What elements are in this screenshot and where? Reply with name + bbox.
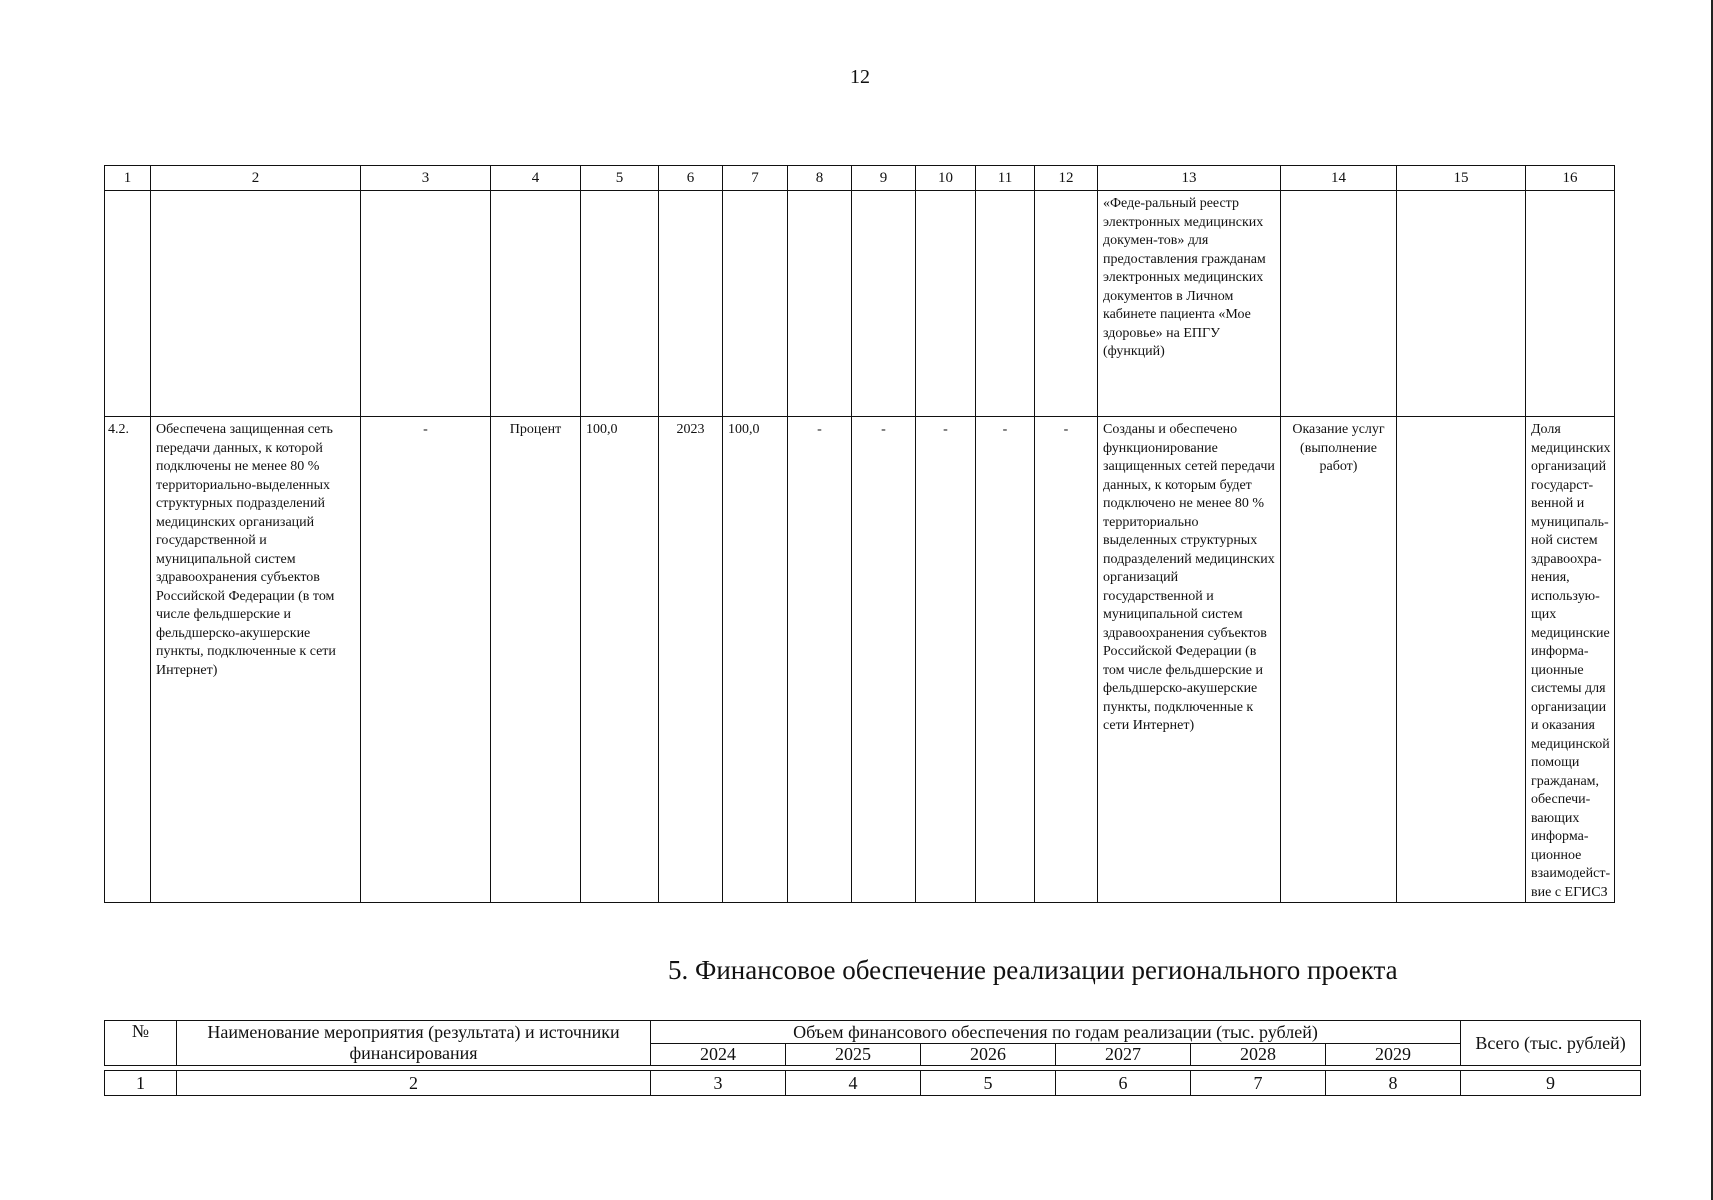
finance-total-header: Всего (тыс. рублей) — [1461, 1021, 1641, 1066]
page-number: 12 — [850, 66, 870, 88]
col-number-cell: 7 — [723, 166, 788, 191]
table-cell — [105, 191, 151, 417]
dash-value: - — [1002, 422, 1008, 437]
col-number-cell: 5 — [921, 1071, 1056, 1096]
indicator-table — [104, 165, 1615, 903]
col-number-cell: 11 — [976, 166, 1035, 191]
unit-cell — [491, 417, 581, 903]
finance-column-number-row — [105, 1071, 1641, 1096]
table-cell — [1397, 191, 1526, 417]
result-description-text: «Феде-ральный реестр электронных медицинских докумен-тов» для предоставления гражданам электронных медицинских документов в Личном кабинете пациента «Мое здоровье» на ЕПГУ (функций) — [1103, 196, 1266, 359]
base-value-cell — [581, 417, 659, 903]
table-cell — [1526, 191, 1615, 417]
table-cell — [1397, 417, 1526, 903]
dash-value: - — [423, 422, 428, 437]
dash-value: - — [817, 422, 822, 437]
result-description-cell — [1098, 191, 1281, 417]
year-header: 2024 — [651, 1044, 786, 1066]
table-cell — [788, 417, 852, 903]
col-number-cell: 2 — [177, 1071, 651, 1096]
row-number-cell — [105, 417, 151, 903]
table-cell — [659, 191, 723, 417]
col-number-cell: 4 — [786, 1071, 921, 1096]
finance-no-header: № — [105, 1021, 177, 1066]
col-number-cell: 6 — [659, 166, 723, 191]
table-cell — [916, 417, 976, 903]
table-cell — [1035, 417, 1098, 903]
col-number-cell: 16 — [1526, 166, 1615, 191]
table-cell — [491, 191, 581, 417]
table-cell — [1281, 191, 1397, 417]
result-name-cell — [151, 417, 361, 903]
table-cell — [581, 191, 659, 417]
table-cell — [852, 417, 916, 903]
dash-value: - — [881, 422, 886, 437]
col-number-cell: 3 — [361, 166, 491, 191]
value-2024-cell — [723, 417, 788, 903]
dash-value: - — [1063, 422, 1069, 437]
base-year-cell — [659, 417, 723, 903]
col-number-cell: 1 — [105, 1071, 177, 1096]
table-row-continued — [105, 191, 1615, 417]
col-number-cell: 1 — [105, 166, 151, 191]
col-number-cell: 4 — [491, 166, 581, 191]
finance-name-header: Наименование мероприятия (результата) и источники финансирования — [177, 1021, 651, 1066]
section-title: 5. Финансовое обеспечение реализации регионального проекта — [668, 955, 1398, 985]
column-number-row — [105, 166, 1615, 191]
value-2024-text: 100,0 — [728, 422, 760, 437]
year-header: 2028 — [1191, 1044, 1326, 1066]
col-number-cell: 13 — [1098, 166, 1281, 191]
table-cell — [976, 417, 1035, 903]
finance-volume-header: Объем финансового обеспечения по годам реализации (тыс. рублей) — [651, 1021, 1461, 1044]
finance-header-row — [105, 1021, 1641, 1044]
base-value-text: 100,0 — [586, 422, 618, 437]
table-cell — [723, 191, 788, 417]
table-cell — [361, 417, 491, 903]
unit-text: Процент — [509, 422, 562, 437]
col-number-cell: 14 — [1281, 166, 1397, 191]
col-number-cell: 3 — [651, 1071, 786, 1096]
base-year-text: 2023 — [676, 422, 705, 437]
year-header: 2027 — [1056, 1044, 1191, 1066]
linked-indicator-cell — [1526, 417, 1615, 903]
year-header: 2029 — [1326, 1044, 1461, 1066]
col-number-cell: 8 — [788, 166, 852, 191]
col-number-cell: 7 — [1191, 1071, 1326, 1096]
table-cell — [1035, 191, 1098, 417]
result-description-text: Созданы и обеспечено функционирование защищенных сетей передачи данных, к которым будет подключено не менее 80 % территориально выделенных структурных подразделений медицинских организаций государственной и муниципальной систем здравоохранения субъектов Российской Федерации (в том числе фельдшерские и фельдшерско-акушерские пункты, подключенные к сети Интернет) — [1103, 422, 1275, 733]
col-number-cell: 9 — [852, 166, 916, 191]
col-number-cell: 8 — [1326, 1071, 1461, 1096]
result-name-text: Обеспечена защищенная сеть передачи данных, к которой подключены не менее 80 % территориально-выделенных структурных подразделений медицинских организаций государственной и муниципальной систем здравоохранения субъектов Российской Федерации (в том числе фельдшерские и фельдшерско-акушерские пункты, подключенные к сети Интернет) — [156, 422, 336, 678]
table-cell — [151, 191, 361, 417]
col-number-cell: 2 — [151, 166, 361, 191]
col15-text — [1397, 417, 1525, 421]
finance-table — [104, 1020, 1641, 1096]
table-cell — [788, 191, 852, 417]
linked-indicator-text: Доля медицинских организаций государст-венной и муниципаль-ной систем здравоохра-нения, использую-щих медицинские информа-ционные системы для организации и оказания медицинской помощи гражданам, обеспечи-вающих информа-ционное взаимодейст-вие с ЕГИСЗ — [1531, 422, 1611, 900]
table-row-4-2 — [105, 417, 1615, 903]
col-number-cell: 9 — [1461, 1071, 1641, 1096]
result-type-cell — [1281, 417, 1397, 903]
table-cell — [916, 191, 976, 417]
row-number: 4.2. — [108, 422, 129, 437]
col-number-cell: 10 — [916, 166, 976, 191]
year-header: 2026 — [921, 1044, 1056, 1066]
dash-value: - — [943, 422, 948, 437]
col-number-cell: 15 — [1397, 166, 1526, 191]
table-cell — [852, 191, 916, 417]
col-number-cell: 6 — [1056, 1071, 1191, 1096]
table-cell — [361, 191, 491, 417]
table-cell — [976, 191, 1035, 417]
col-number-cell: 12 — [1035, 166, 1098, 191]
result-description-cell — [1098, 417, 1281, 903]
col-number-cell: 5 — [581, 166, 659, 191]
result-type-text: Оказание услуг (выполнение работ) — [1292, 422, 1385, 474]
year-header: 2025 — [786, 1044, 921, 1066]
